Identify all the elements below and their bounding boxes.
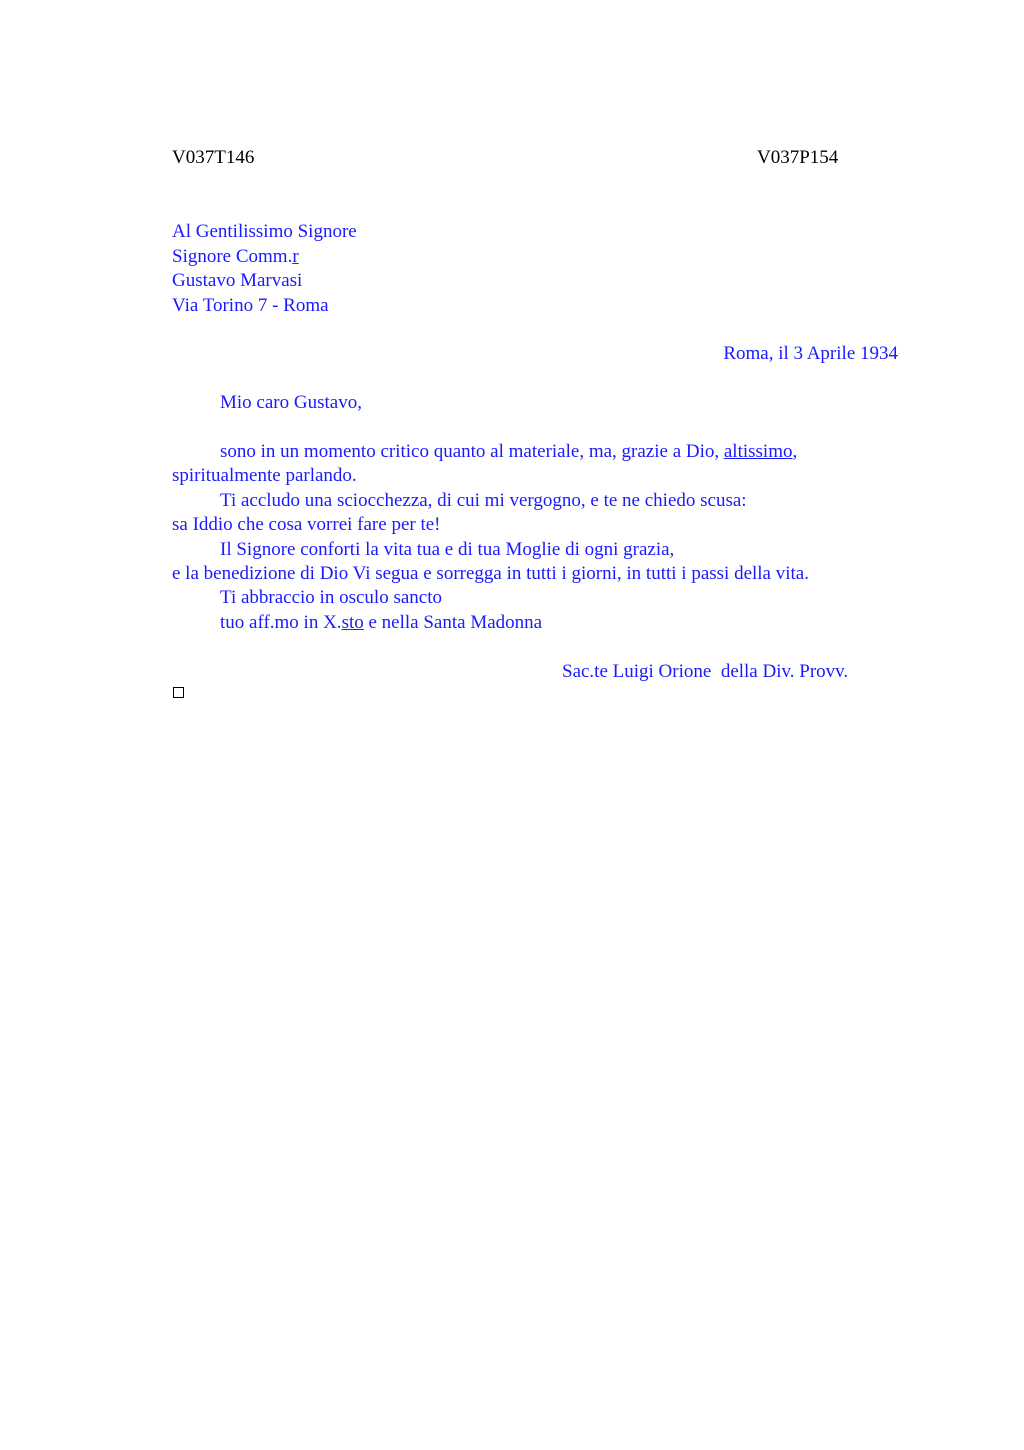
body-paragraph-3: Il Signore conforti la vita tua e di tua Moglie di ogni grazia, bbox=[220, 539, 675, 560]
body-paragraph-2: Ti accludo una sciocchezza, di cui mi vergogno, e te ne chiedo scusa: bbox=[220, 490, 747, 511]
closing-line-2-underlined: sto bbox=[341, 612, 364, 633]
address-line-2-text: Signore Comm. bbox=[172, 245, 293, 267]
body-paragraph-2-continuation: sa Iddio che cosa vorrei fare per te! bbox=[172, 514, 441, 535]
closing-line-2-rest: e nella Santa Madonna bbox=[363, 612, 543, 633]
recipient-address bbox=[172, 220, 357, 318]
address-line-4: Via Torino 7 - Roma bbox=[172, 294, 329, 316]
body-paragraph-1 bbox=[220, 440, 797, 465]
body-paragraph-3-continuation: e la benedizione di Dio Vi segua e sorregga in tutti i giorni, in tutti i passi della vita. bbox=[172, 563, 809, 584]
closing-line-2-text: tuo aff.mo in X. bbox=[220, 612, 342, 633]
closing-line-1: Ti abbraccio in osculo sancto bbox=[220, 587, 442, 608]
body-paragraph-1-continuation: spiritualmente parlando. bbox=[172, 465, 357, 486]
closing-line-2 bbox=[220, 611, 542, 636]
body-p1-text: sono in un momento critico quanto al materiale, ma, grazie a Dio, bbox=[220, 441, 724, 462]
document-code-left: V037T146 bbox=[172, 147, 255, 168]
signature: Sac.te Luigi Orione della Div. Provv. bbox=[562, 661, 849, 682]
salutation: Mio caro Gustavo, bbox=[220, 392, 362, 413]
square-outline-icon bbox=[173, 687, 184, 698]
address-line-3: Gustavo Marvasi bbox=[172, 270, 303, 291]
address-line-1: Al Gentilissimo Signore bbox=[172, 221, 357, 242]
address-line-2 bbox=[172, 245, 357, 270]
document-code-right: V037P154 bbox=[757, 147, 839, 168]
body-p1-underlined: altissimo bbox=[723, 441, 793, 462]
address-line-2-underlined: r bbox=[292, 245, 299, 267]
letter-date: Roma, il 3 Aprile 1934 bbox=[723, 343, 898, 364]
body-p1-punct: , bbox=[792, 441, 798, 462]
